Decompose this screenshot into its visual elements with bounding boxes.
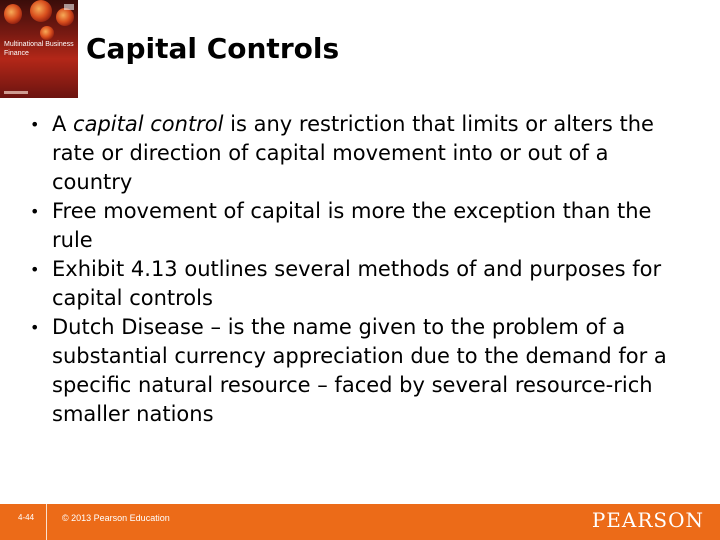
lantern-graphic (4, 4, 22, 24)
cover-decoration (4, 91, 28, 94)
lantern-graphic (56, 8, 74, 26)
page-number: 4-44 (18, 513, 35, 522)
copyright-notice: © 2013 Pearson Education (62, 513, 170, 523)
bullet-text: Dutch Disease – is the name given to the problem of a substantial currency appreciation due to the demand for a specific natural resource – faced by several resource-rich smaller nations (52, 315, 667, 426)
bullet-item (28, 197, 678, 255)
bullet-text-emphasis: capital control (73, 112, 224, 136)
bullet-item (28, 110, 678, 197)
bullet-list (28, 110, 678, 429)
bullet-text: is any restriction that limits or alters the rate or direction of capital movement into or out of a country (52, 112, 654, 194)
bullet-dot-icon: • (30, 260, 40, 279)
bullet-item (28, 313, 678, 429)
bullet-text: Free movement of capital is more the exception than the rule (52, 199, 652, 252)
footer-divider (46, 504, 47, 540)
bullet-dot-icon: • (30, 202, 40, 221)
bullet-dot-icon: • (30, 318, 40, 337)
lantern-graphic (30, 0, 52, 22)
bullet-dot-icon: • (30, 115, 40, 134)
bullet-text: Exhibit 4.13 outlines several methods of and purposes for capital controls (52, 257, 662, 310)
lantern-graphic (40, 26, 54, 40)
slide-title: Capital Controls (86, 32, 340, 65)
bullet-text-pre: A (52, 112, 74, 136)
book-cover-thumbnail (0, 0, 78, 98)
publisher-mark (64, 4, 74, 10)
book-cover-title: Multinational Business Finance (4, 41, 74, 57)
bullet-item (28, 255, 678, 313)
pearson-logo: PEARSON (591, 508, 704, 532)
